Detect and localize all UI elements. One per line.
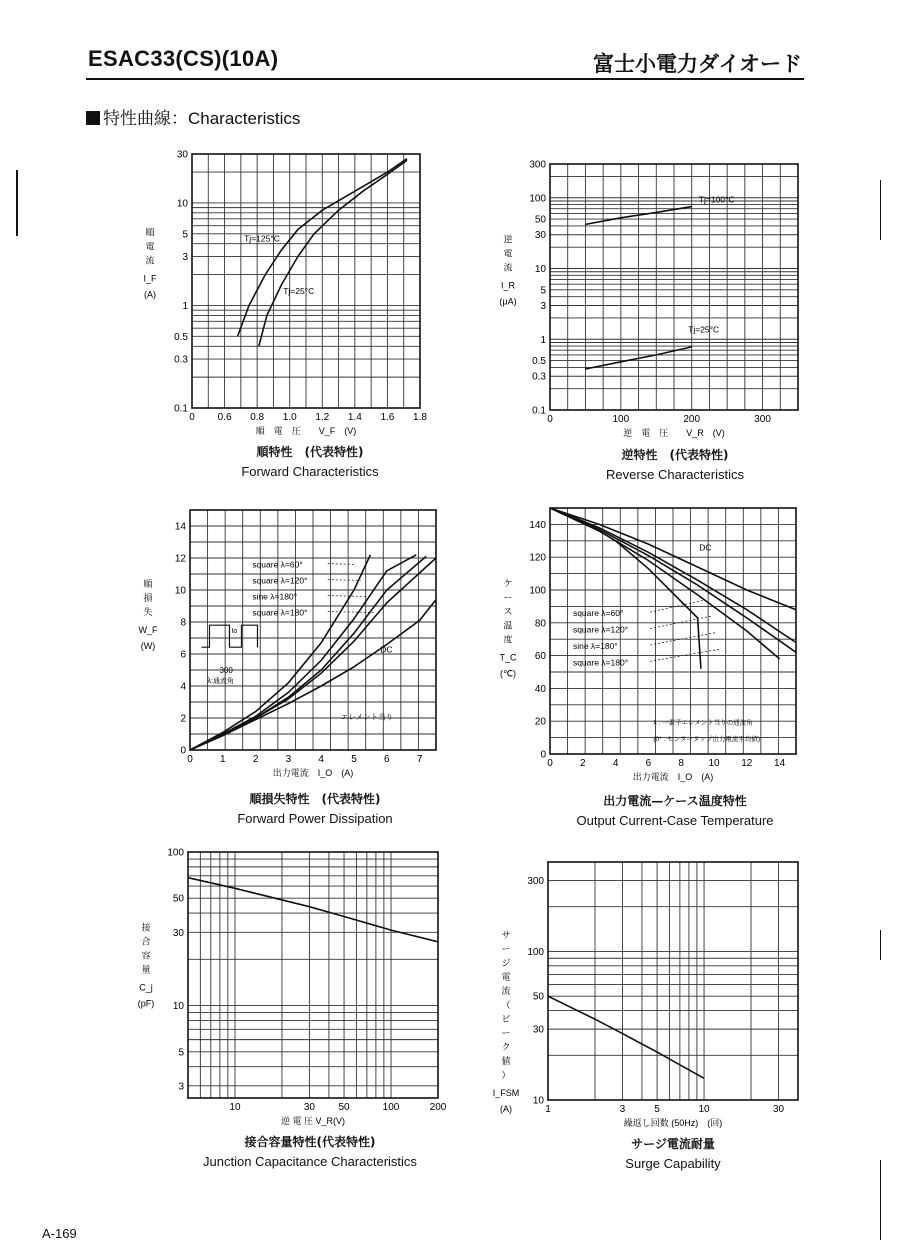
section-title-jp: 特性曲線 [103,109,171,129]
y-tick-label: 10 [534,264,546,276]
x-tick-label: 50 [338,1102,350,1113]
caption-temperature-jp: 出力電流—ケース温度特性 [603,794,747,808]
section-title-en: ：Characteristics [171,109,301,128]
y-axis-symbol: C_j [139,982,153,993]
x-tick-label: 300 [754,414,771,425]
y-axis-label-char: 温 [503,620,513,631]
y-tick-label: 5 [178,1047,184,1059]
scan-edge-mark [880,930,881,960]
series-line [548,996,704,1078]
y-axis-label-char: ケ [503,578,513,589]
series-label: square λ=60° [572,608,624,619]
chart-junction-capacitance [137,840,460,1130]
y-axis-symbol: T_C [499,652,517,663]
annotation: λ:通流角 [207,678,234,686]
caption-temperature-en: Output Current-Case Temperature [576,813,774,828]
caption-temperature [525,792,825,830]
y-axis-label-char: ー [501,944,511,955]
x-tick-label: 7 [416,754,423,765]
x-tick-label: 200 [429,1102,447,1113]
caption-capacitance-jp: 接合容量特性(代表特性) [244,1135,376,1149]
chart-reverse-characteristics [500,150,820,450]
x-tick-label: 30 [303,1102,315,1113]
plot-frame [548,862,798,1100]
annotation: エレメント当り [340,712,394,722]
y-axis-label-char: 順 [145,227,155,238]
series-leader [328,596,367,597]
y-axis-symbol: I_FSM [492,1088,520,1099]
x-tick-label: 0.8 [250,412,265,423]
y-tick-label: 6 [180,649,186,661]
y-axis-unit: (μA) [499,296,517,307]
x-axis-label: 繰返し回数 (50Hz) (回) [623,1118,723,1128]
series-label: sine λ=180° [252,591,298,602]
caption-surge-en: Surge Capability [625,1156,721,1171]
y-tick-label: 30 [172,927,184,939]
y-axis-label-char: ク [501,1042,511,1053]
product-category: 富士小電力ダイオード [593,52,802,76]
caption-power-en: Forward Power Dissipation [237,811,393,826]
y-tick-label: 0.5 [532,356,546,368]
x-tick-label: 6 [384,754,390,765]
x-tick-label: 2 [580,758,586,769]
y-tick-label: 1 [182,300,188,312]
x-tick-label: 1 [220,754,226,765]
y-axis-label-char: 合 [141,936,151,947]
scan-edge-mark [880,1160,881,1240]
series-leader [328,612,374,613]
x-tick-label: 0 [189,412,195,423]
y-axis-label-char: ー [501,1028,511,1039]
y-tick-label: 0 [540,749,546,761]
plot-frame [188,852,438,1098]
y-tick-label: 0.1 [532,405,546,417]
y-tick-label: 0.5 [174,331,188,343]
series-label: Tj=25°C [283,285,315,296]
annotation: λ : 一素子エレメント当りの通流角 [653,719,753,727]
series-label: square λ=120° [572,624,629,635]
y-axis-unit: (℃) [499,668,517,679]
y-axis-label-char: 逆 [503,234,513,245]
y-axis-label-char: 電 [145,241,155,252]
y-tick-label: 20 [534,716,546,728]
y-tick-label: 80 [534,618,546,630]
series-line [550,508,780,659]
x-axis-label: 順 電 圧 V_F (V) [255,426,357,436]
caption-surge-jp: サージ電流耐量 [631,1137,715,1151]
y-tick-label: 12 [174,553,186,565]
x-tick-label: 1.0 [282,412,297,423]
series-label: square λ=120° [252,575,308,586]
y-axis-symbol: I_R [500,280,516,291]
x-tick-label: 30 [772,1104,785,1115]
y-axis-label-char: 失 [143,606,153,617]
x-tick-label: 100 [612,414,630,425]
y-tick-label: 1 [540,334,546,346]
x-tick-label: 3 [285,754,292,765]
x-tick-label: 5 [351,754,357,765]
y-tick-label: 50 [534,214,546,226]
caption-power [165,790,465,828]
y-tick-label: 50 [532,991,544,1003]
y-axis-label-char: ー [503,592,513,603]
y-tick-label: 40 [534,683,546,695]
y-tick-label: 3 [540,300,546,312]
y-tick-label: 100 [529,585,546,597]
y-axis-label-char: 接 [141,922,151,933]
y-axis-unit: (W) [140,640,156,651]
y-tick-label: 0.3 [174,354,188,366]
caption-surge [523,1135,823,1173]
y-tick-label: 140 [529,519,546,531]
x-tick-label: 0 [187,754,193,765]
annotation: Io [231,628,238,636]
series-label: square λ=180° [252,607,308,618]
y-tick-label: 0.3 [532,371,546,383]
x-tick-label: 10 [698,1104,710,1115]
y-tick-label: 30 [534,230,546,242]
y-axis-label-char: ス [503,606,513,617]
annotation: (0° : センタータップ出力電流平均値) [653,735,761,743]
caption-forward [160,443,460,481]
waveform-inset-icon [201,625,257,647]
x-tick-label: 100 [382,1102,400,1113]
series-label: square λ=180° [572,657,629,668]
y-axis-symbol: I_F [143,273,157,284]
chart-surge-capability [492,850,820,1130]
x-tick-label: 12 [741,758,753,769]
y-axis-unit: (A) [500,1104,512,1115]
series-label: square λ=60° [252,559,303,570]
chart-forward-characteristics [140,140,460,440]
x-tick-label: 1.6 [380,412,395,423]
y-tick-label: 14 [174,521,186,533]
x-tick-label: 1.4 [347,412,362,423]
y-tick-label: 3 [178,1081,184,1093]
y-tick-label: 300 [527,876,544,888]
y-axis-label-char: 度 [503,634,513,645]
x-tick-label: 2 [252,754,259,765]
y-axis-label-char: （ [501,1000,511,1011]
y-tick-label: 60 [534,651,546,663]
y-axis-unit: (A) [144,289,156,300]
x-axis-label: 出力電流 I_O (A) [632,772,714,782]
x-tick-label: 5 [654,1104,660,1115]
chart-power-svg [140,500,460,790]
y-axis-label-char: 電 [501,972,511,983]
y-tick-label: 100 [167,847,184,859]
annotation: 300 [219,666,233,676]
square-bullet-icon [86,111,100,125]
y-axis-label-char: サ [501,930,511,941]
series-line [259,160,407,346]
x-tick-label: 1.2 [315,412,330,423]
caption-reverse-jp: 逆特性 (代表特性) [621,448,729,462]
chart-surge-svg [492,850,820,1130]
scan-edge-mark [16,170,18,236]
scan-edge-mark [880,180,881,240]
caption-forward-en: Forward Characteristics [241,464,379,479]
y-tick-label: 5 [182,229,188,241]
y-axis-label-char: 電 [503,248,513,259]
x-tick-label: 8 [678,758,684,769]
x-axis-label: 出力電流 I_O (A) [272,768,354,778]
y-axis-label-char: 損 [143,592,153,603]
x-tick-label: 1 [545,1104,551,1115]
chart-reverse-svg [500,150,820,450]
page-number: A-169 [42,1226,77,1241]
y-axis-label-char: ジ [501,958,511,969]
y-axis-label-char: 順 [143,578,153,589]
y-tick-label: 50 [172,893,184,905]
caption-reverse-en: Reverse Characteristics [606,467,744,482]
caption-reverse [525,446,825,484]
x-tick-label: 0 [547,414,553,425]
chart-capacitance-svg [137,840,460,1130]
caption-capacitance [160,1133,460,1171]
series-label: sine λ=180° [572,641,618,652]
x-tick-label: 14 [774,758,786,769]
y-tick-label: 0.1 [174,403,188,415]
y-tick-label: 10 [172,1001,184,1013]
y-tick-label: 120 [529,552,546,564]
x-axis-label: 逆 電 圧 V_R (V) [623,428,725,438]
y-axis-symbol: W_F [138,624,158,635]
y-tick-label: 8 [180,617,186,629]
x-tick-label: 0.6 [217,412,232,423]
x-tick-label: 10 [229,1102,241,1113]
chart-forward-svg [140,140,460,440]
caption-power-jp: 順損失特性 (代表特性) [249,792,381,806]
y-tick-label: 100 [529,193,546,205]
x-tick-label: 1.8 [413,412,427,423]
x-tick-label: 3 [619,1104,626,1115]
series-leader [328,564,354,565]
y-tick-label: 0 [180,745,186,757]
y-tick-label: 30 [532,1024,544,1036]
x-axis-label: 逆 電 圧 V_R(V) [280,1116,346,1126]
series-label: Tj=25°C [688,324,720,335]
caption-capacitance-en: Junction Capacitance Characteristics [203,1154,417,1169]
series-label: Tj=100°C [698,194,735,205]
y-tick-label: 100 [527,946,544,958]
y-tick-label: 10 [176,198,188,210]
y-axis-label-char: 流 [145,255,155,266]
x-tick-label: 4 [318,754,324,765]
series-label: DC [699,542,712,553]
y-tick-label: 2 [180,713,186,725]
chart-forward-power-dissipation [140,500,460,790]
y-tick-label: 10 [174,585,186,597]
header-rule [86,78,804,80]
x-tick-label: 6 [645,758,652,769]
y-axis-label-char: 量 [141,964,151,975]
series-label: DC [380,644,393,655]
y-tick-label: 5 [540,285,546,297]
series-label: Tj=125°C [244,233,280,244]
y-tick-label: 10 [532,1095,544,1107]
y-axis-label-char: 値 [501,1056,511,1067]
y-axis-label-char: 流 [503,262,513,273]
chart-case-temperature [500,500,820,790]
chart-temperature-svg [500,500,820,790]
y-tick-label: 300 [529,159,546,171]
x-tick-label: 10 [708,758,720,769]
y-axis-label-char: ピ [501,1014,511,1025]
x-tick-label: 4 [612,758,619,769]
caption-forward-jp: 順特性 (代表特性) [256,445,364,459]
y-tick-label: 4 [180,681,186,693]
x-tick-label: 0 [547,758,553,769]
series-leader [328,580,361,581]
y-axis-label-char: ） [501,1070,511,1081]
y-tick-label: 3 [182,252,188,264]
y-axis-label-char: 流 [501,986,511,997]
section-title [86,104,300,129]
part-number: ESAC33(CS)(10A) [88,46,279,71]
y-axis-unit: (pF) [137,998,155,1009]
y-tick-label: 30 [176,149,188,161]
y-axis-label-char: 容 [141,950,151,961]
x-tick-label: 200 [683,414,701,425]
